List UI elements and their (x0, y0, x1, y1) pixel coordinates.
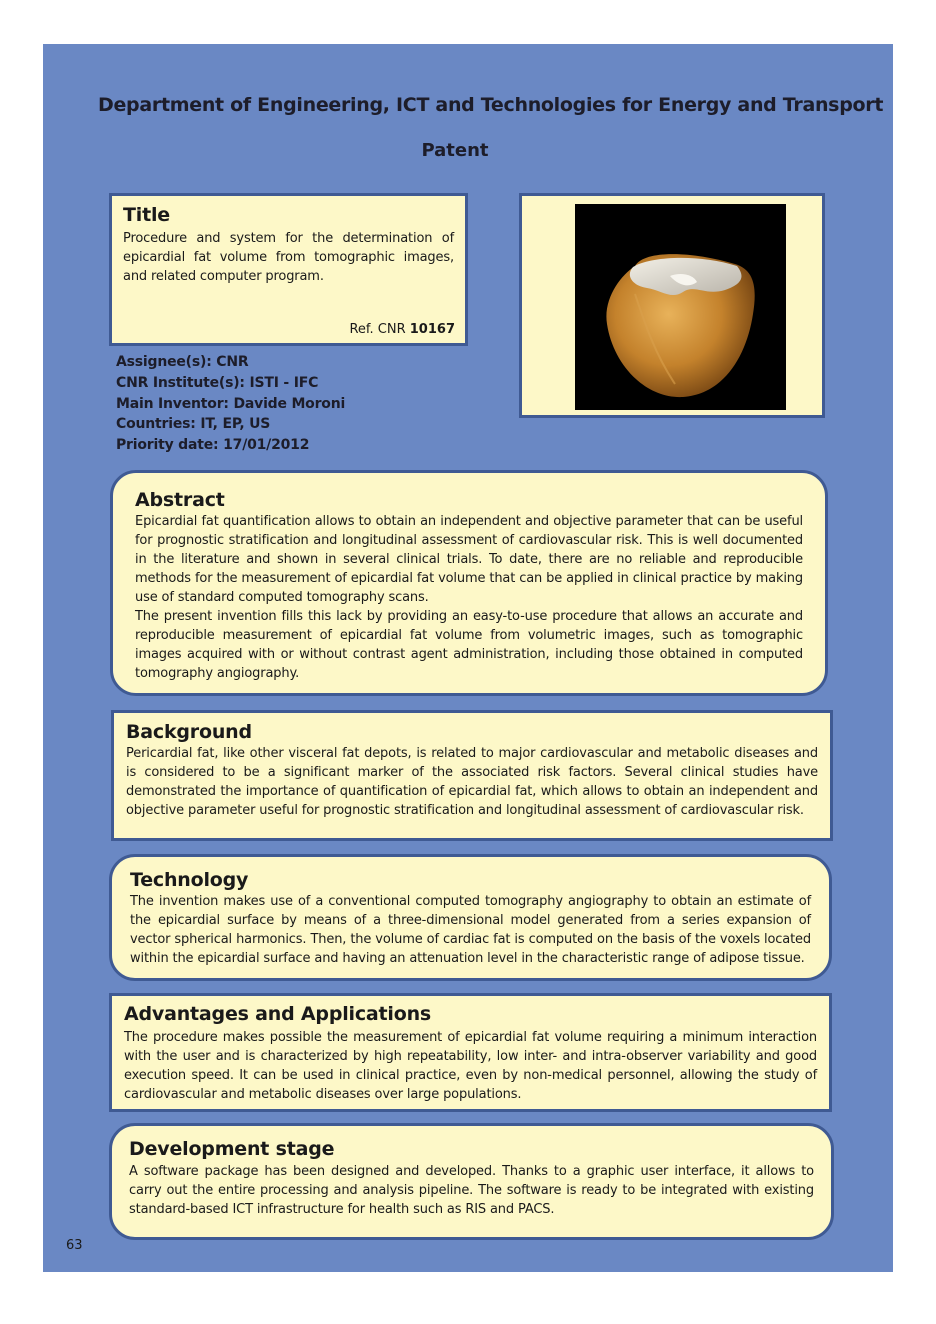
technology-text: The invention makes use of a conventional computed tomography angiography to obtain an estimate of the epicardial surface by means of a three-dimensional model generated from a series expansion of vector spherical harmonics. Then, the volume of cardiac fat is computed on the basis of the voxels located within the epicardial surface and having an attenuation level in the characteristic range of adipose tissue. (130, 894, 811, 966)
ref-prefix: Ref. CNR (349, 322, 410, 337)
patent-info (116, 352, 345, 456)
development-box (109, 1123, 834, 1240)
ref-cnr (349, 322, 455, 337)
abstract-heading: Abstract (135, 489, 225, 511)
priority-date: Priority date: 17/01/2012 (116, 437, 310, 454)
patent-label: Patent (421, 140, 489, 161)
main-inventor: Main Inventor: Davide Moroni (116, 395, 346, 412)
development-text: A software package has been designed and developed. Thanks to a graphic user interface, it allows to carry out the entire processing and analysis pipeline. The software is ready to be integrated with existing standard-based ICT infrastructure for health such as RIS and PACS. (129, 1164, 814, 1217)
heart-rendering (575, 204, 786, 410)
institute: CNR Institute(s): ISTI - IFC (116, 374, 319, 391)
ref-number: 10167 (409, 322, 455, 337)
development-heading: Development stage (129, 1138, 335, 1160)
background-heading: Background (126, 721, 252, 743)
page-number: 63 (66, 1238, 83, 1253)
advantages-text: The procedure makes possible the measurement of epicardial fat volume requiring a minimum interaction with the user and is characterized by high repeatability, low inter- and intra-observer variability and good execution speed. It can be used in clinical practice, even by non-medical personnel, allowing the study of cardiovascular and metabolic diseases over large populations. (124, 1030, 817, 1102)
technology-heading: Technology (130, 869, 249, 891)
abstract-paragraph-2: The present invention fills this lack by providing an easy-to-use procedure that allows an accurate and reproducible measurement of epicardial fat volume from volumetric images, such as tomographic images acquired with or without contrast agent administration, including those obtained in computed tomography angiography. (135, 609, 803, 681)
technology-box (109, 854, 832, 981)
advantages-heading: Advantages and Applications (124, 1003, 432, 1025)
abstract-paragraph-1: Epicardial fat quantification allows to obtain an independent and objective parameter that can be useful for prognostic stratification and longitudinal assessment of cardiovascular risk. This is well documented in the literature and shown in several clinical trials. To date, there are no reliable and reproducible methods for the measurement of epicardial fat volume that can be applied in clinical practice by making use of standard computed tomography scans. (135, 514, 803, 605)
countries: Countries: IT, EP, US (116, 416, 271, 433)
department-title: Department of Engineering, ICT and Technologies for Energy and Transport (98, 94, 884, 116)
background-text: Pericardial fat, like other visceral fat depots, is related to major cardiovascular and metabolic diseases and is considered to be a significant marker of the associated risk factors. Several clinical studies have demonstrated the importance of quantification of epicardial fat, which allows to obtain an independent and objective parameter useful for prognostic stratification and longitudinal assessment of cardiovascular risk. (126, 746, 818, 818)
title-heading: Title (123, 204, 170, 226)
title-text: Procedure and system for the determination of epicardial fat volume from tomographic images, and related computer program. (123, 231, 454, 284)
background-box (111, 710, 833, 841)
assignee: Assignee(s): CNR (116, 354, 249, 370)
image-box (519, 193, 825, 418)
heart-3d-image (575, 204, 786, 410)
abstract-box (110, 470, 828, 696)
header (92, 80, 884, 130)
title-box (109, 193, 468, 346)
advantages-box (109, 993, 832, 1112)
